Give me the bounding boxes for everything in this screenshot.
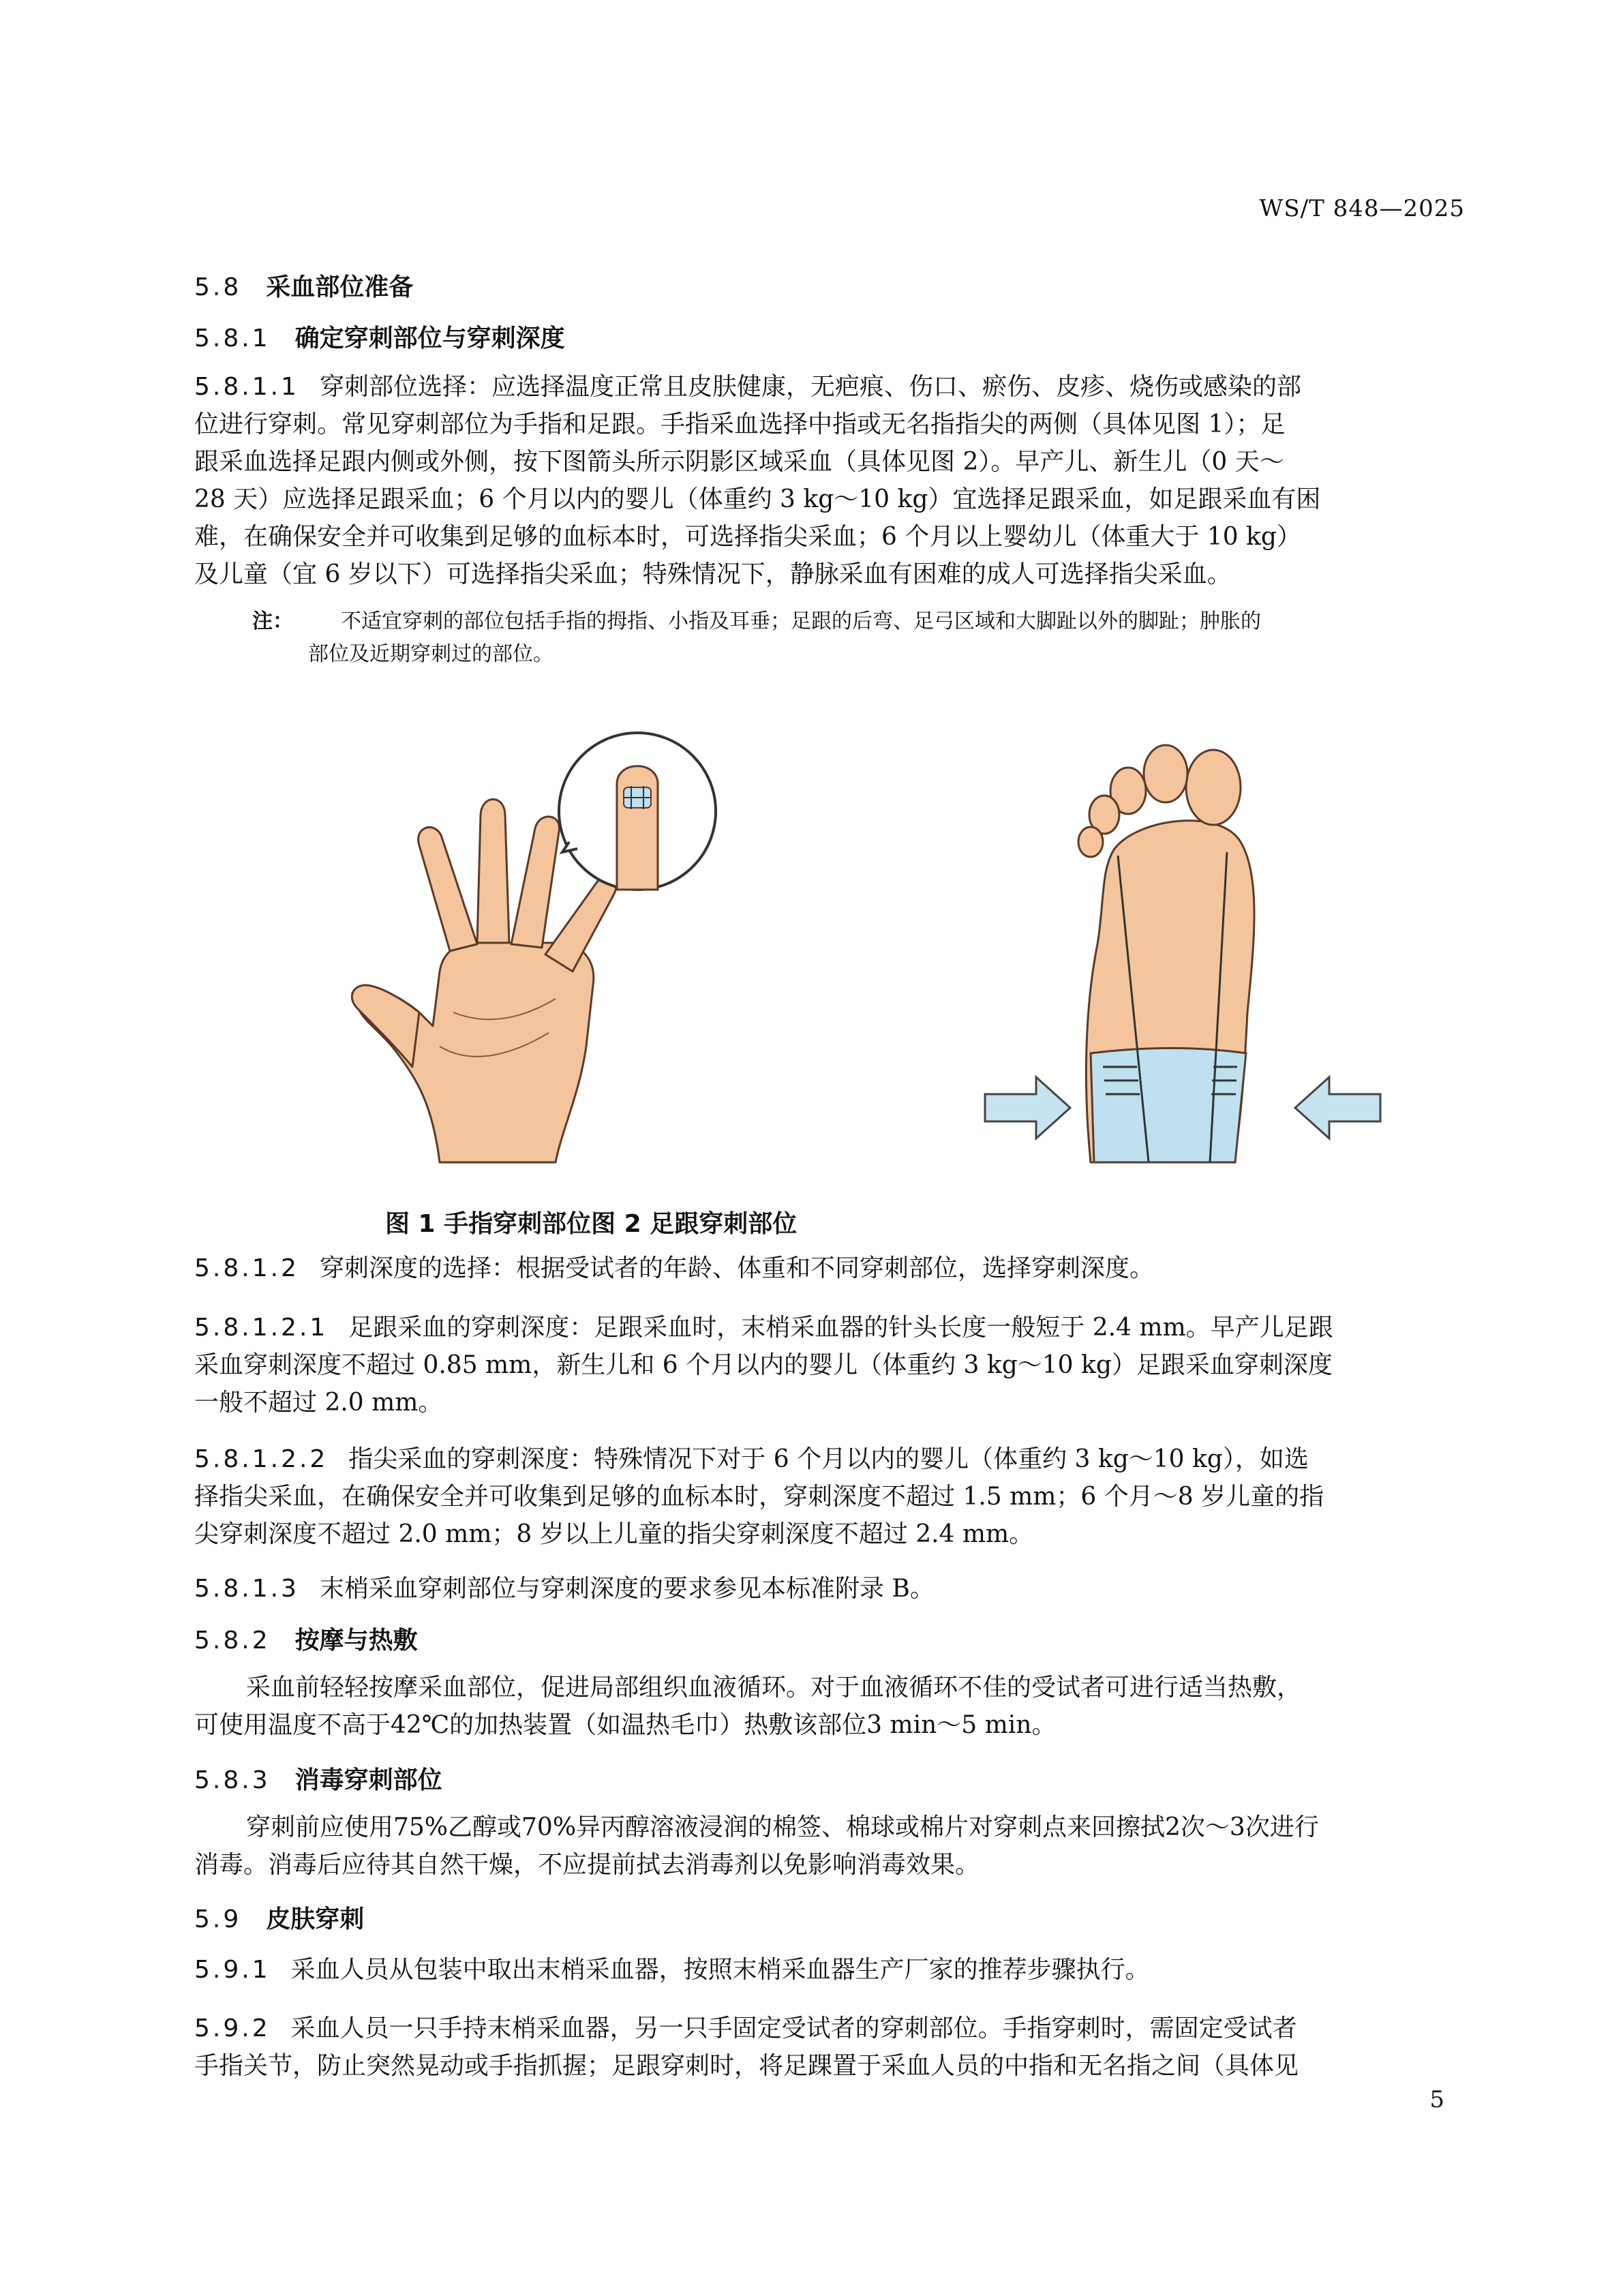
section-number: 5.9	[194, 1905, 242, 1933]
paragraph-5-8-2: 采血前轻轻按摩采血部位，促进局部组织血液循环。对于血液循环不佳的受试者可进行适当热敷， 可使用温度不高于42℃的加热装置（如温热毛巾）热敷该部位3 min～5 min。	[194, 1674, 1302, 1739]
heel-puncture-figure	[982, 740, 1384, 1169]
right-arrow-icon	[1295, 1077, 1380, 1138]
paragraph-5-8-1-3: 5.8.1.3 末梢采血穿刺部位与穿刺深度的要求参见本标准附录 B。	[194, 1575, 935, 1603]
note-text: 不适宜穿刺的部位包括手指的拇指、小指及耳垂；足跟的后弯、足弓区域和大脚趾以外的脚趾；肿胀的	[341, 609, 1261, 633]
figure-caption: 图 1 手指穿刺部位图 2 足跟穿刺部位	[385, 1210, 798, 1238]
section-number: 5.8	[194, 273, 242, 301]
clause-number: 5.9.1	[194, 1956, 271, 1984]
page-number: 5	[1429, 2086, 1444, 2113]
section-title: 皮肤穿刺	[266, 1905, 365, 1933]
hand-puncture-figure	[337, 726, 774, 1169]
section-number: 5.8.3	[194, 1766, 271, 1794]
section-title: 按摩与热敷	[294, 1627, 418, 1655]
clause-number: 5.8.1.2.1	[194, 1314, 329, 1342]
paragraph-5-8-1-2-1: 5.8.1.2.1 足跟采血的穿刺深度：足跟采血时，末梢采血器的针头长度一般短于 2.4 mm。早产儿足跟 采血穿刺深度不超过 0.85 mm，新生儿和 6 个月以内的婴儿（体重约 3 kg～10 kg）足跟采血穿刺深度 一般不超过 2.0 mm。	[194, 1314, 1333, 1417]
paragraph-5-8-1-2-2: 5.8.1.2.2 指尖采血的穿刺深度：特殊情况下对于 6 个月以内的婴儿（体重约 3 kg～10 kg），如选 择指尖采血，在确保安全并可收集到足够的血标本时，穿刺深度不超过 1.5 mm；6 个月～8 岁儿童的指 尖穿刺深度不超过 2.0 mm；8 岁以上儿童的指尖穿刺深度不超过 2.4 mm。	[194, 1445, 1324, 1548]
paragraph-5-9-1: 5.9.1 采血人员从包装中取出末梢采血器，按照末梢采血器生产厂家的推荐步骤执行。	[194, 1956, 1150, 1984]
paragraph-5-8-1-1: 5.8.1.1 穿刺部位选择：应选择温度正常且皮肤健康，无疤痕、伤口、瘀伤、皮疹、烧伤或感染的部 位进行穿刺。常见穿刺部位为手指和足跟。手指采血选择中指或无名指指尖的两侧（具体见图 1）；足 跟采血选择足跟内侧或外侧，按下图箭头所示阴影区域采血（具体见图 2）。早产儿、新生儿（0 天～ 28 天）应选择足跟采血；6 个月以内的婴儿（体重约 3 kg～10 kg）宜选择足跟采血，如足跟采血有困 难，在确保安全并可收集到足够的血标本时，可选择指尖采血；6 个月以上婴幼儿（体重大于 10 kg） 及儿童（宜 6 岁以下）可选择指尖采血；特殊情况下，静脉采血有困难的成人可选择指尖采血。	[194, 373, 1321, 588]
section-number: 5.8.2	[194, 1627, 271, 1655]
paragraph-5-8-1-2: 5.8.1.2 穿刺深度的选择：根据受试者的年龄、体重和不同穿刺部位，选择穿刺深度。	[194, 1254, 1154, 1282]
clause-number: 5.8.1.3	[194, 1575, 299, 1603]
clause-number: 5.8.1.2	[194, 1254, 299, 1282]
section-title: 确定穿刺部位与穿刺深度	[294, 324, 565, 352]
document-header: WS/T 848—2025	[1259, 195, 1465, 222]
section-5-9-heading	[194, 1900, 364, 1935]
note-text: 部位及近期穿刺过的部位。	[308, 642, 553, 666]
clause-number: 5.8.1.1	[194, 373, 299, 401]
clause-number: 5.8.1.2.2	[194, 1445, 329, 1473]
left-arrow-icon	[985, 1077, 1070, 1138]
section-number: 5.8.1	[194, 324, 271, 352]
note-label: 注：	[252, 609, 293, 633]
paragraph-5-9-2: 5.9.2 采血人员一只手持末梢采血器，另一只手固定受试者的穿刺部位。手指穿刺时，需固定受试者 手指关节，防止突然晃动或手指抓握；足跟穿刺时，将足踝置于采血人员的中指和无名指之间（具体见	[194, 2014, 1299, 2080]
section-5-8-heading	[194, 268, 413, 303]
paragraph-5-8-3: 穿刺前应使用75%乙醇或70%异丙醇溶液浸润的棉签、棉球或棉片对穿刺点来回擦拭2次～3次进行 消毒。消毒后应待其自然干燥，不应提前拭去消毒剂以免影响消毒效果。	[194, 1813, 1319, 1879]
section-5-8-3-heading	[194, 1761, 442, 1796]
section-title: 采血部位准备	[266, 273, 414, 301]
clause-number: 5.9.2	[194, 2014, 271, 2042]
section-5-8-1-heading	[194, 319, 565, 354]
note-block	[252, 605, 1457, 671]
section-5-8-2-heading	[194, 1621, 418, 1656]
section-title: 消毒穿刺部位	[294, 1766, 442, 1794]
